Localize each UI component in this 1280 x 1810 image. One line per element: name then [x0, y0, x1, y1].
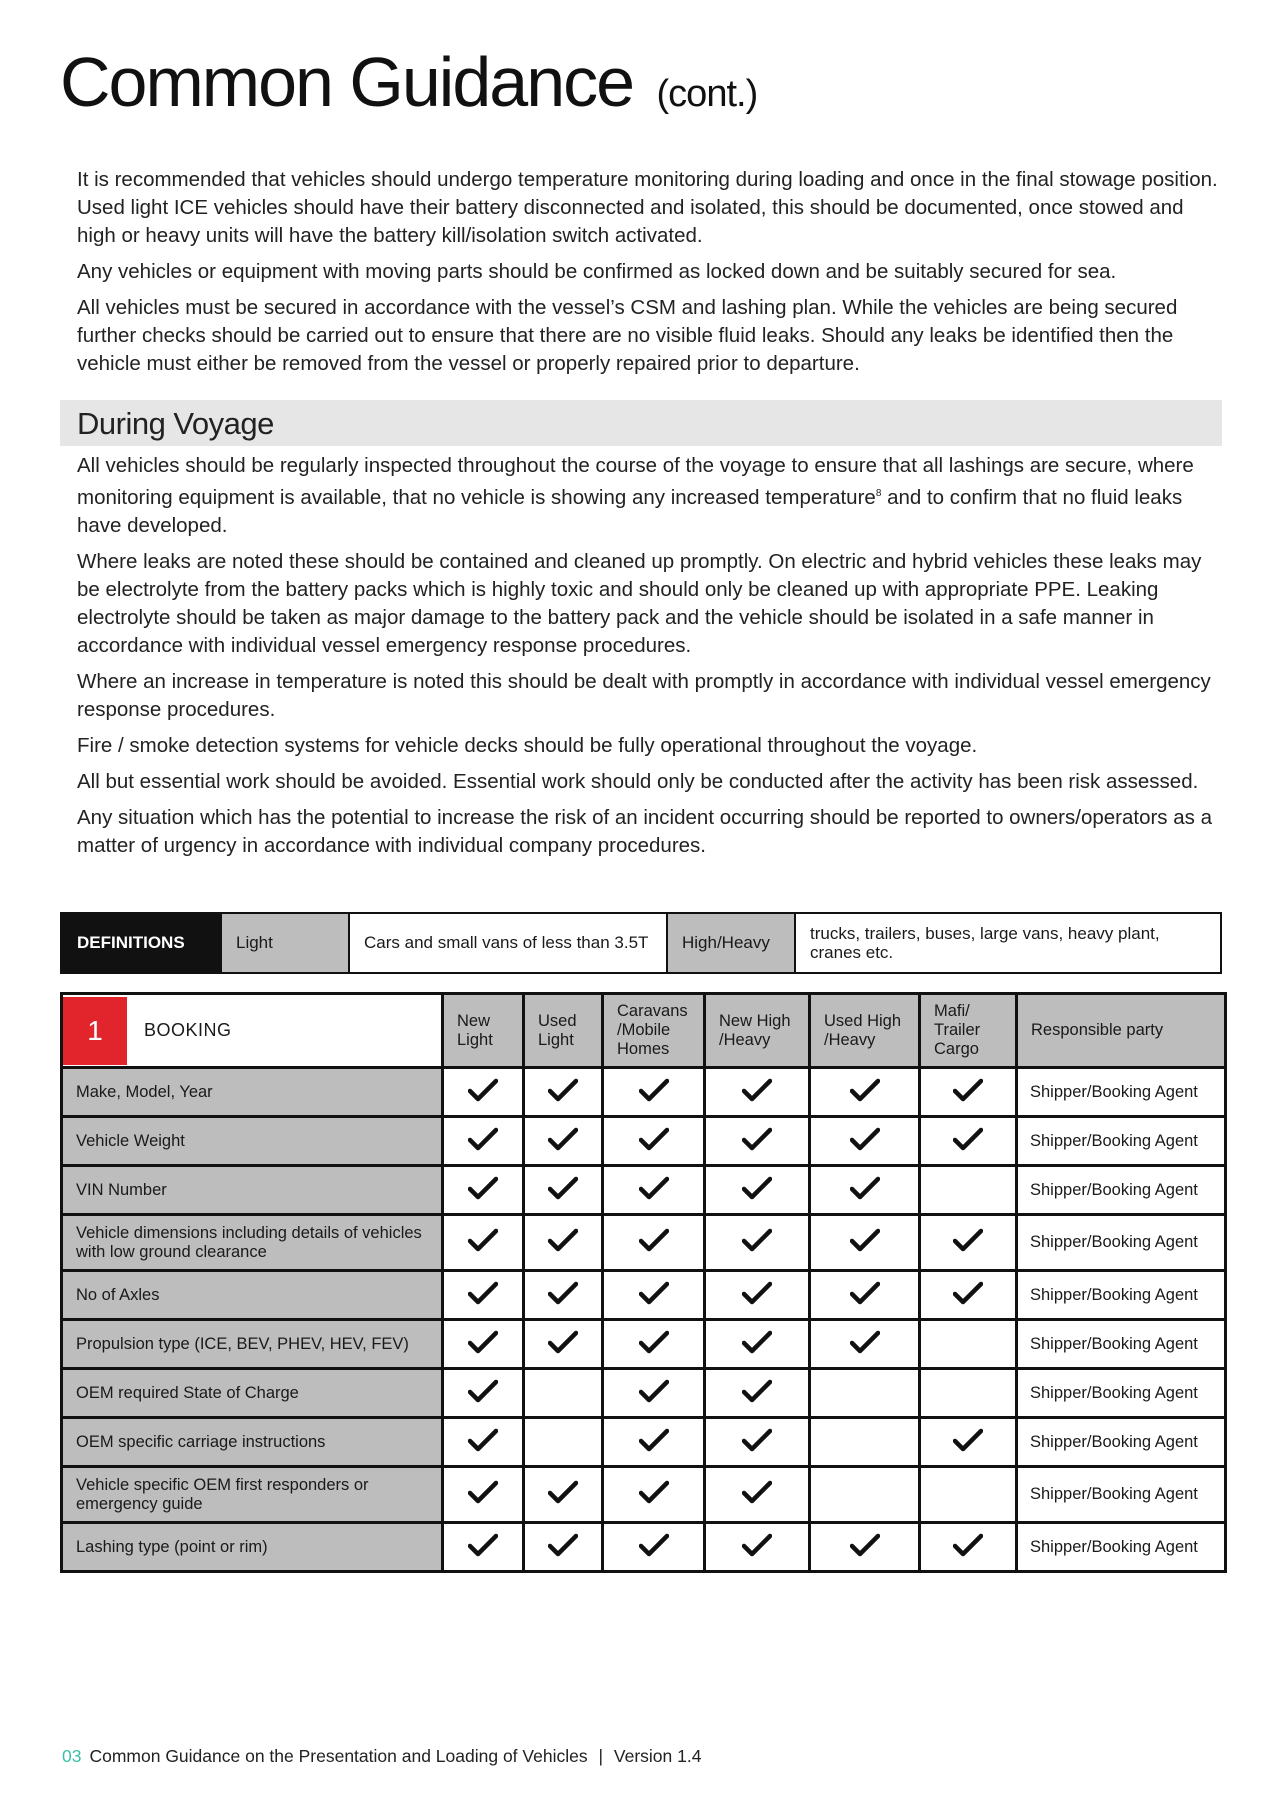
- check-cell: [705, 1418, 810, 1467]
- check-cell: [603, 1523, 705, 1572]
- checkmark-icon: [850, 1533, 880, 1557]
- paragraph: Any vehicles or equipment with moving parts should be confirmed as locked down and be suitably secured for sea.: [77, 260, 1117, 283]
- paragraph: Fire / smoke detection systems for vehicle decks should be fully operational throughout the voyage.: [77, 733, 978, 757]
- footer-separator: |: [598, 1746, 603, 1766]
- responsible-party: Shipper/Booking Agent: [1017, 1467, 1226, 1523]
- check-cell: [524, 1418, 603, 1467]
- check-cell: [524, 1215, 603, 1271]
- check-cell: [920, 1523, 1017, 1572]
- footer-version: Version 1.4: [613, 1746, 702, 1766]
- section-number-cell: [62, 994, 443, 1068]
- column-header: Used High /Heavy: [810, 994, 920, 1068]
- checkmark-icon: [639, 1078, 669, 1102]
- check-cell: [524, 1369, 603, 1418]
- footer-title: Common Guidance on the Presentation and Loading of Vehicles: [89, 1746, 588, 1766]
- check-cell: [920, 1320, 1017, 1369]
- checkmark-icon: [548, 1533, 578, 1557]
- responsible-party: Shipper/Booking Agent: [1017, 1320, 1226, 1369]
- check-cell: [524, 1523, 603, 1572]
- check-cell: [810, 1068, 920, 1117]
- checkmark-icon: [742, 1379, 772, 1403]
- column-header: New Light: [443, 994, 524, 1068]
- checkmark-icon: [953, 1533, 983, 1557]
- title-suffix: (cont.): [656, 73, 758, 115]
- row-label: Vehicle specific OEM first responders or emergency guide: [62, 1467, 443, 1523]
- section-number: 1: [63, 997, 127, 1065]
- check-cell: [810, 1215, 920, 1271]
- responsible-party: Shipper/Booking Agent: [1017, 1117, 1226, 1166]
- table-row: [62, 1523, 1226, 1572]
- definitions-label: DEFINITIONS: [62, 914, 222, 972]
- check-cell: [443, 1467, 524, 1523]
- checkmark-icon: [742, 1533, 772, 1557]
- checkmark-icon: [548, 1078, 578, 1102]
- column-header: Used Light: [524, 994, 603, 1068]
- check-cell: [443, 1369, 524, 1418]
- paragraph-text: All vehicles should be regularly inspected throughout the course of the voyage to ensure that all lashings are secure, where monitoring equipment is available, that no vehicle is showing any increased temperature: [77, 454, 1194, 509]
- check-cell: [920, 1117, 1017, 1166]
- responsible-party: Shipper/Booking Agent: [1017, 1418, 1226, 1467]
- checkmark-icon: [639, 1330, 669, 1354]
- responsible-party: Shipper/Booking Agent: [1017, 1369, 1226, 1418]
- checkmark-icon: [850, 1078, 880, 1102]
- checkmark-icon: [639, 1127, 669, 1151]
- checkmark-icon: [548, 1176, 578, 1200]
- table-row: [62, 1215, 1226, 1271]
- row-label: OEM required State of Charge: [62, 1369, 443, 1418]
- check-cell: [705, 1369, 810, 1418]
- check-cell: [920, 1418, 1017, 1467]
- table-header-row: [62, 994, 1226, 1068]
- responsible-party: Shipper/Booking Agent: [1017, 1523, 1226, 1572]
- checkmark-icon: [639, 1379, 669, 1403]
- check-cell: [443, 1068, 524, 1117]
- check-cell: [705, 1271, 810, 1320]
- page-title: [60, 42, 757, 122]
- checkmark-icon: [953, 1428, 983, 1452]
- checkmark-icon: [548, 1281, 578, 1305]
- check-cell: [524, 1467, 603, 1523]
- checkmark-icon: [639, 1228, 669, 1252]
- row-label: VIN Number: [62, 1166, 443, 1215]
- checkmark-icon: [468, 1176, 498, 1200]
- checkmark-icon: [742, 1281, 772, 1305]
- checkmark-icon: [639, 1176, 669, 1200]
- checkmark-icon: [850, 1228, 880, 1252]
- paragraph-text: and to confirm that no fluid leaks have developed.: [77, 485, 1183, 537]
- paragraph: Any situation which has the potential to increase the risk of an incident occurring should be reported to owners/operators as a matter of urgency in accordance with individual company procedures.: [77, 805, 1212, 857]
- check-cell: [603, 1215, 705, 1271]
- table-row: [62, 1271, 1226, 1320]
- column-header: Caravans /Mobile Homes: [603, 994, 705, 1068]
- check-cell: [603, 1418, 705, 1467]
- checkmark-icon: [548, 1480, 578, 1504]
- checkmark-icon: [548, 1330, 578, 1354]
- light-description: Cars and small vans of less than 3.5T: [350, 914, 668, 972]
- checkmark-icon: [742, 1480, 772, 1504]
- checkmark-icon: [468, 1228, 498, 1252]
- check-cell: [603, 1068, 705, 1117]
- table-row: [62, 1117, 1226, 1166]
- row-label: Lashing type (point or rim): [62, 1523, 443, 1572]
- paragraph: It is recommended that vehicles should undergo temperature monitoring during loading and once in the final stowage position. Used light ICE vehicles should have their battery disconnected and isolated, this should be documented, once stowed and high or heavy units will have the battery kill/isolation switch activated.: [77, 168, 1218, 247]
- column-header: Responsible party: [1017, 994, 1226, 1068]
- check-cell: [810, 1320, 920, 1369]
- column-header: New High /Heavy: [705, 994, 810, 1068]
- checkmark-icon: [953, 1127, 983, 1151]
- table-row: [62, 1467, 1226, 1523]
- check-cell: [443, 1271, 524, 1320]
- section-title: BOOKING: [127, 997, 441, 1065]
- heavy-description: trucks, trailers, buses, large vans, heavy plant, cranes etc.: [796, 914, 1220, 972]
- table-row: [62, 1068, 1226, 1117]
- checkmark-icon: [468, 1078, 498, 1102]
- table-body: [62, 1068, 1226, 1572]
- checkmark-icon: [953, 1078, 983, 1102]
- paragraph: Where leaks are noted these should be contained and cleaned up promptly. On electric and hybrid vehicles these leaks may be electrolyte from the battery packs which is highly toxic and should only be cleaned up with appropriate PPE. Leaking electrolyte should be taken as major damage to the battery pack and the vehicle should be isolated in a safe manner in accordance with individual vessel emergency response procedures.: [77, 549, 1202, 657]
- check-cell: [810, 1271, 920, 1320]
- responsible-party: Shipper/Booking Agent: [1017, 1271, 1226, 1320]
- check-cell: [603, 1166, 705, 1215]
- checkmark-icon: [850, 1176, 880, 1200]
- check-cell: [603, 1467, 705, 1523]
- checkmark-icon: [742, 1428, 772, 1452]
- heavy-label: High/Heavy: [668, 914, 796, 972]
- checkmark-icon: [742, 1228, 772, 1252]
- checkmark-icon: [742, 1078, 772, 1102]
- checkmark-icon: [850, 1330, 880, 1354]
- row-label: Vehicle dimensions including details of vehicles with low ground clearance: [62, 1215, 443, 1271]
- row-label: Propulsion type (ICE, BEV, PHEV, HEV, FEV): [62, 1320, 443, 1369]
- check-cell: [705, 1467, 810, 1523]
- checkmark-icon: [742, 1330, 772, 1354]
- check-cell: [524, 1117, 603, 1166]
- table-row: [62, 1418, 1226, 1467]
- check-cell: [443, 1320, 524, 1369]
- check-cell: [920, 1467, 1017, 1523]
- check-cell: [705, 1523, 810, 1572]
- check-cell: [603, 1271, 705, 1320]
- check-cell: [443, 1166, 524, 1215]
- check-cell: [443, 1117, 524, 1166]
- check-cell: [920, 1215, 1017, 1271]
- check-cell: [524, 1068, 603, 1117]
- section-heading: During Voyage: [77, 406, 274, 441]
- check-cell: [810, 1369, 920, 1418]
- check-cell: [603, 1117, 705, 1166]
- check-cell: [810, 1418, 920, 1467]
- checkmark-icon: [468, 1480, 498, 1504]
- check-cell: [810, 1117, 920, 1166]
- checkmark-icon: [953, 1281, 983, 1305]
- footnote-ref[interactable]: 8: [875, 488, 882, 499]
- check-cell: [920, 1369, 1017, 1418]
- title-text: Common Guidance: [60, 43, 634, 121]
- check-cell: [705, 1320, 810, 1369]
- paragraph: All but essential work should be avoided. Essential work should only be conducted after the activity has been risk assessed.: [77, 769, 1199, 793]
- table-row: [62, 1320, 1226, 1369]
- paragraph: Where an increase in temperature is noted this should be dealt with promptly in accordance with individual vessel emergency response procedures.: [77, 669, 1211, 721]
- light-label: Light: [222, 914, 350, 972]
- row-label: Make, Model, Year: [62, 1068, 443, 1117]
- row-label: OEM specific carriage instructions: [62, 1418, 443, 1467]
- paragraph: All vehicles must be secured in accordance with the vessel’s CSM and lashing plan. While the vehicles are being secured further checks should be carried out to ensure that there are no visible fluid leaks. Should any leaks be identified then the vehicle must either be removed from the vessel or properly repaired prior to departure.: [77, 296, 1178, 375]
- check-cell: [603, 1369, 705, 1418]
- check-cell: [810, 1166, 920, 1215]
- responsible-party: Shipper/Booking Agent: [1017, 1068, 1226, 1117]
- checkmark-icon: [953, 1228, 983, 1252]
- check-cell: [705, 1117, 810, 1166]
- check-cell: [524, 1320, 603, 1369]
- responsible-party: Shipper/Booking Agent: [1017, 1166, 1226, 1215]
- booking-table: [60, 992, 1227, 1573]
- check-cell: [705, 1215, 810, 1271]
- voyage-section: [77, 452, 1227, 868]
- check-cell: [443, 1523, 524, 1572]
- checkmark-icon: [468, 1379, 498, 1403]
- row-label: No of Axles: [62, 1271, 443, 1320]
- row-label: Vehicle Weight: [62, 1117, 443, 1166]
- checkmark-icon: [468, 1533, 498, 1557]
- checkmark-icon: [850, 1127, 880, 1151]
- check-cell: [810, 1467, 920, 1523]
- check-cell: [524, 1271, 603, 1320]
- intro-section: [77, 166, 1227, 386]
- checkmark-icon: [639, 1428, 669, 1452]
- checkmark-icon: [850, 1281, 880, 1305]
- column-header: Mafi/ Trailer Cargo: [920, 994, 1017, 1068]
- checkmark-icon: [639, 1533, 669, 1557]
- checkmark-icon: [742, 1127, 772, 1151]
- table-row: [62, 1369, 1226, 1418]
- checkmark-icon: [468, 1281, 498, 1305]
- check-cell: [705, 1068, 810, 1117]
- definitions-bar: [60, 912, 1222, 974]
- section-header-bar: [60, 400, 1222, 446]
- checkmark-icon: [639, 1281, 669, 1305]
- check-cell: [524, 1166, 603, 1215]
- page-number: 03: [62, 1746, 82, 1766]
- checkmark-icon: [639, 1480, 669, 1504]
- check-cell: [443, 1418, 524, 1467]
- checkmark-icon: [468, 1428, 498, 1452]
- checkmark-icon: [468, 1127, 498, 1151]
- checkmark-icon: [468, 1330, 498, 1354]
- check-cell: [705, 1166, 810, 1215]
- table-row: [62, 1166, 1226, 1215]
- page-footer: [62, 1746, 701, 1767]
- paragraph: [77, 452, 1227, 540]
- check-cell: [920, 1068, 1017, 1117]
- check-cell: [810, 1523, 920, 1572]
- check-cell: [443, 1215, 524, 1271]
- responsible-party: Shipper/Booking Agent: [1017, 1215, 1226, 1271]
- checkmark-icon: [548, 1228, 578, 1252]
- check-cell: [603, 1320, 705, 1369]
- check-cell: [920, 1271, 1017, 1320]
- checkmark-icon: [548, 1127, 578, 1151]
- check-cell: [920, 1166, 1017, 1215]
- checkmark-icon: [742, 1176, 772, 1200]
